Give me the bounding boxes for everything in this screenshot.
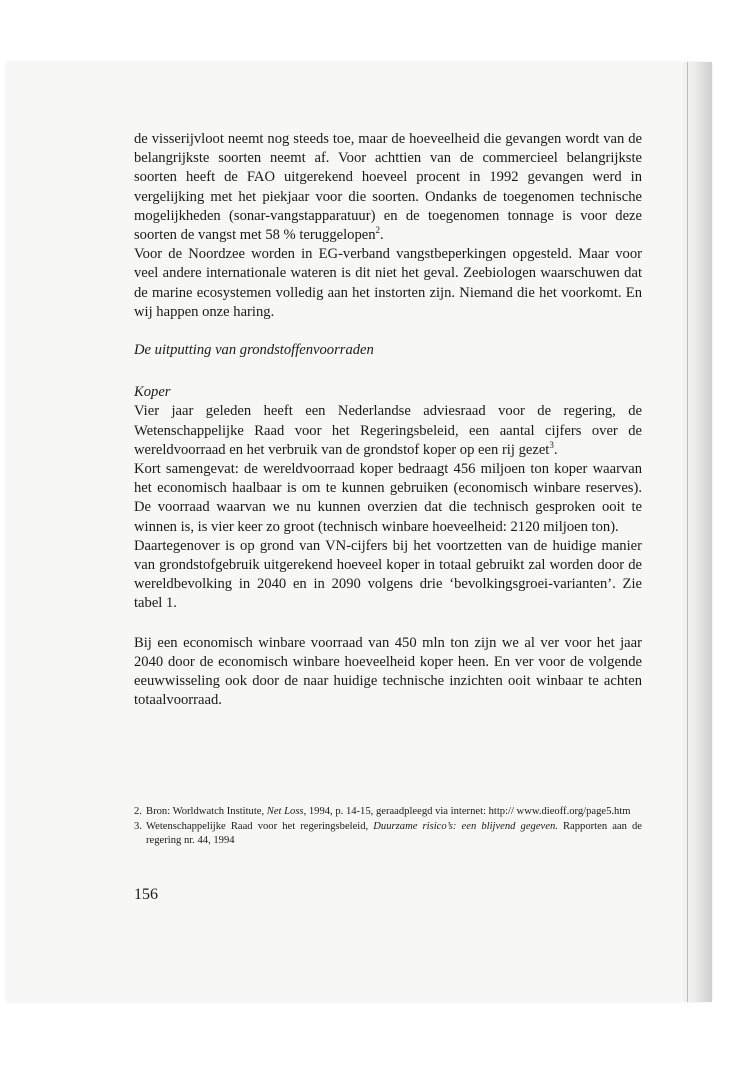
subsection-heading-koper: Koper [134,384,171,401]
footnote-ref-3[interactable]: 3 [549,439,554,450]
paragraph-north-sea: Voor de Noordzee worden in EG-verband vangstbeperkingen opgesteld. Maar voor veel andere internationale wateren is dit niet het geval. Zeebiologen waarschuwen dat de marine ecosystemen volledig aan het instorten zijn. Niemand die het voorkomt. En wij happen onze haring. [134,246,642,320]
page-number: 156 [134,886,158,903]
footnote-number: 3. [134,821,142,833]
paragraph-advisory-council: Vier jaar geleden heeft een Nederlandse adviesraad voor de regering, de Wetenschappelijke Raad voor het Regeringsbeleid, een aantal cijfers over de wereldvoorraad en het verbruik van de grondstof koper op een rij gezet$^3$. [134,403,642,458]
footnote-3: 3. Wetenschappelijke Raad voor het regeringsbeleid, Duurzame risico’s: een blijvend gegeven. Rapporten aan de regering nr. 44, 1994 [134,821,643,847]
footnote-number: 2. [134,806,142,817]
paragraph-fishing-fleet: de visserijvloot neemt nog steeds toe, maar de hoeveelheid die gevangen wordt van de belangrijkste soorten neemt af. Voor achttien van de commercieel belangrijkste soorten heeft de FAO uitgerekend hoeveel procent in 1992 gevangen werd in vergelijking met het piekjaar voor die soorten. Ondanks de toegenomen technische mogelijkheden (sonar-vangstapparatuur) en de toegenomen tonnage is voor deze soorten de vangst met 58 % teruggelopen$^2$. [134,131,642,244]
page-edge-line [687,62,688,1002]
footnotes [134,805,642,850]
paragraph-summary: Kort samengevat: de wereldvoorraad koper bedraagt 456 miljoen ton koper waarvan het economisch haalbaar is om te kunnen gebruiken (economisch winbare reserves). De voorraad waarvan we nu kunnen overzien dat die technisch gesproken ooit te winnen is, is vier keer zo groot (technisch winbare hoeveelheid: 2120 miljoen ton). [134,461,642,535]
footnote-ref-2[interactable]: 2 [375,225,381,236]
paragraph-un-figures: Daartegenover is op grond van VN-cijfers bij het voortzetten van de huidige manier van grondstofgebruik uitgerekend hoeveel koper in totaal gebruikt zal worden door de wereldbevolking in 2040 en in 2090 volgens drie ‘bevolkingsgroei-varianten’. Zie tabel 1. [134,537,642,612]
footnote-2: 2. Bron: Worldwatch Institute, Net Loss, 1994, p. 14-15, geraadpleegd via internet: http:// www.dieoff.org/page5.htm [134,805,642,819]
paragraph-conclusion: Bij een economisch winbare voorraad van 450 mln ton zijn we al ver voor het jaar 2040 door de economisch winbare hoeveelheid koper heen. En ver voor de volgende eeuwwisseling ook door de naar huidige technische inzichten ooit winbaar te achten totaalvoorraad. [134,634,642,709]
main-text [134,130,642,710]
section-heading: De uitputting van grondstoffenvoorraden [134,342,374,359]
